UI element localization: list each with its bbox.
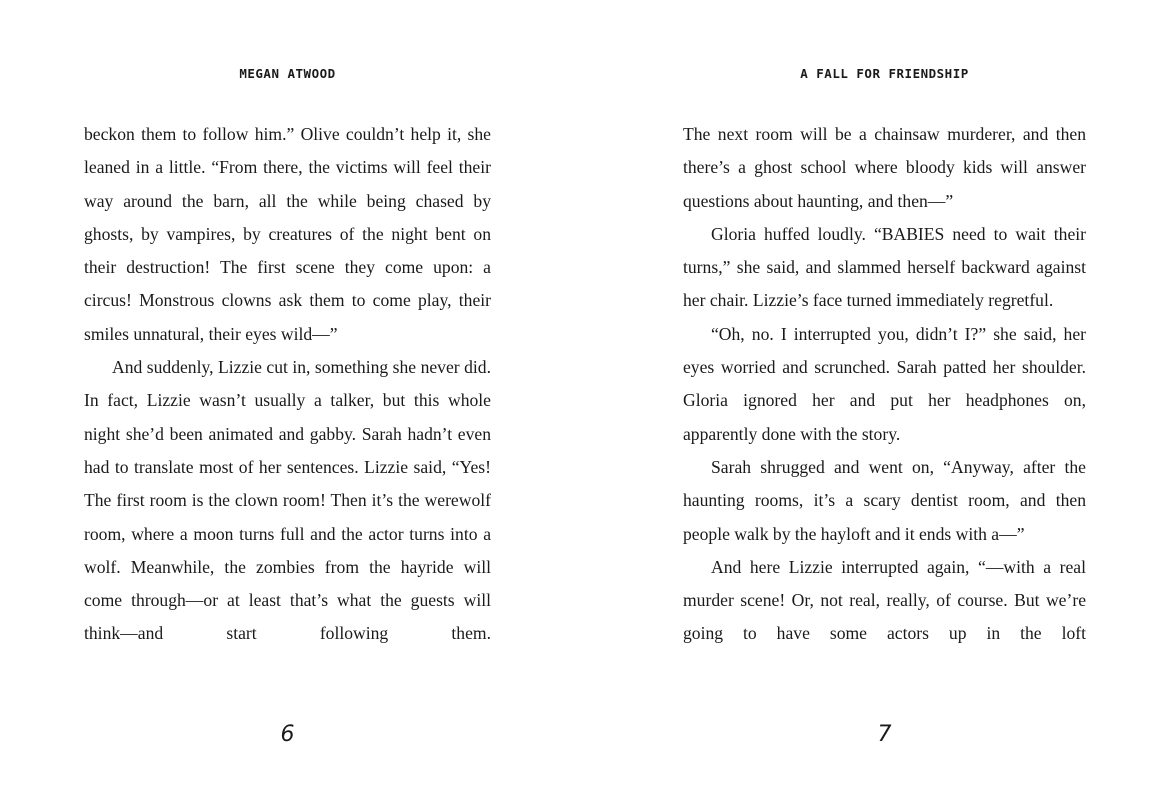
- paragraph: And suddenly, Lizzie cut in, something she never did. In fact, Lizzie wasn’t usually a talker, but this whole night she’d been animated and gabby. Sarah hadn’t even had to translate most of her sentences. Lizzie said, “Yes! The first room is the clown room! Then it’s the werewolf room, where a moon turns full and the actor turns into a wolf. Meanwhile, the zombies from the hayride will come through—or at least that’s what the guests will think—and start following them.: [84, 357, 491, 644]
- paragraph: “Oh, no. I interrupted you, didn’t I?” she said, her eyes worried and scrunched. Sarah patted her shoulder. Gloria ignored her and put her headphones on, apparently done with the story.: [683, 323, 1086, 444]
- paragraph: The next room will be a chainsaw murderer, and then there’s a ghost school where bloody kids will answer questions about haunting, and then—”: [683, 124, 1086, 211]
- running-head-title: A FALL FOR FRIENDSHIP: [800, 66, 969, 81]
- page-number: 7: [877, 722, 892, 747]
- right-page: [683, 0, 1086, 800]
- left-page: [84, 0, 491, 800]
- paragraph: And here Lizzie interrupted again, “—with a real murder scene! Or, not real, really, of course. But we’re going to have some actors up in the loft: [683, 556, 1086, 644]
- right-page-body: [683, 118, 1086, 651]
- page-number: 6: [280, 722, 295, 747]
- running-head-author: MEGAN ATWOOD: [239, 66, 336, 81]
- paragraph: beckon them to follow him.” Olive couldn’t help it, she leaned in a little. “From there, the victims will feel their way around the barn, all the while being chased by ghosts, by vampires, by creatures of the night bent on their destruction! The first scene they come upon: a circus! Monstrous clowns ask them to come play, their smiles unnatural, their eyes wild—”: [84, 124, 491, 344]
- paragraph: Sarah shrugged and went on, “Anyway, after the haunting rooms, it’s a scary dentist room, and then people walk by the hayloft and it ends with a—”: [683, 456, 1086, 544]
- left-page-body: [84, 118, 491, 651]
- paragraph: Gloria huffed loudly. “BABIES need to wait their turns,” she said, and slammed herself backward against her chair. Lizzie’s face turned immediately regretful.: [683, 223, 1086, 311]
